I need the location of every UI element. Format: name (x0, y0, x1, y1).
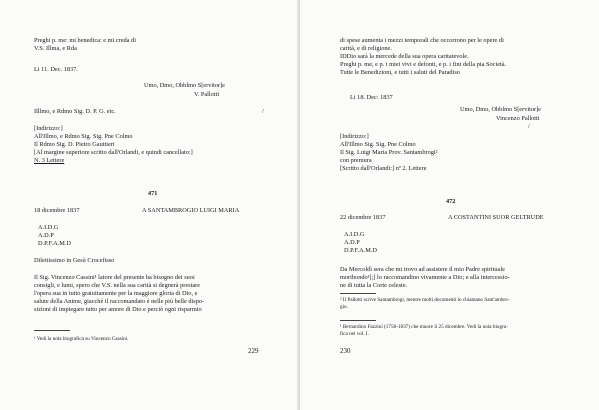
letter-date-heading: 22 dicembre 1837 (340, 214, 386, 221)
footnote: gio. (340, 304, 348, 310)
signature-title: Umo, Dmo, Obblmo S[ervitor]e (460, 106, 541, 113)
left-page (0, 0, 299, 410)
closing-line: Tutte le Benedizioni, e tutti i saluti del Paradiso (340, 69, 460, 76)
body-line: ne di tutta la Corte celeste. (340, 282, 408, 289)
invocation-line: D.P.F.A.M.D (38, 240, 71, 247)
signature-title: Umo, Dmo, Obblmo S[ervitor]e (144, 82, 225, 89)
body-line: moribondo¹[;] lo raccomandino vivamente a Dio; e alla intercessio- (340, 274, 510, 281)
invocation-line: A.I.D.G (344, 231, 365, 238)
letter-number: 472 (446, 198, 456, 205)
body-line: salute della Anime, giacchè il raccomandato è nelle più belle dispo- (34, 298, 205, 305)
closing-line: carità, e di religione. (340, 45, 392, 52)
slash-mark: / (528, 123, 530, 130)
invocation-line: A.D.P (344, 239, 360, 246)
address-line: N. 3 Lettere (34, 157, 65, 164)
footnote-rule (340, 320, 376, 321)
address-line: All'Illmo Sig. Sig. Pne Colmo (340, 141, 416, 148)
address-line: [Scritto dall'Orlandi:] nº 2. Lettere (340, 165, 427, 172)
footnote: fica nel vol. I. (340, 331, 369, 337)
body-line: consigli, e lumi, spero che V.S. nella sua carità si degnerà prestare (34, 282, 201, 289)
letter-date: Li 11. Dec. 1837. (34, 66, 78, 73)
invocation-line: A.D.P (38, 232, 54, 239)
page-number: 229 (248, 347, 259, 355)
closing-line: Preghi p. me, e p. i miei vivi e defonti, e p. i fini della pia Società. (340, 61, 507, 68)
footnote-rule (340, 293, 376, 294)
address-line: Il Rdmo Sig. D. Pietro Gauttieri (34, 141, 115, 148)
invocation-line: A.I.D.G (38, 224, 59, 231)
body-line: Da Mercoldì sera che mi trovo ad assistere il mio Padre spirituale (340, 266, 505, 273)
letter-recipient: A SANTAMBROGIO LUIGI MARIA (142, 207, 240, 214)
letter-date-heading: 18 dicembre 1837 (34, 207, 80, 214)
footnote: ¹ Vedi la nota biografica su Vincenzo Cassini. (34, 336, 129, 342)
signature-name: V. Pallotti (194, 91, 220, 98)
footnote: ² Il Pallotti scrive Santambrogi, mentre molti documenti lo chiamano Sant'ambro- (340, 297, 510, 303)
address-line: [Al margine superiore scritto dall'Orlandi, e quindi cancellato:] (34, 149, 193, 156)
footnote: ¹ Bernardino Fazzini (1758-1837) che muore il 25 dicembre. Vedi la nota biogra- (340, 324, 508, 330)
address-line: Il Sig. Luigi Maria Prov. Santambrogi² (340, 149, 438, 156)
right-page (300, 0, 599, 410)
body-line: l'opera sua in tutto gratuitamente per la maggiore gloria di Dio, e (34, 290, 198, 297)
letter-date: Li 18. Dec: 1837 (350, 94, 393, 101)
invocation-line: D.P.F.A.M.D (344, 247, 377, 254)
closing-line: V.S. Illma, e Rda (34, 45, 77, 52)
letter-recipient: A COSTANTINI SUOR GELTRUDE (448, 214, 544, 221)
closing-line: Preghi p. me: mi benedica: e mi creda di (34, 37, 136, 44)
address-line: [Indirizzo:] (34, 125, 63, 132)
salutation: Dilettissimo in Gesù Crocefisso (34, 257, 115, 264)
body-line: sizioni di impiegare tutto per amore di Dio e perciò ogni risparmio (34, 306, 202, 313)
addressee-line: Illlmo, e Rdmo Sig. D. P. G. etc. (34, 108, 116, 115)
signature-name: Vincenzo Pallotti (496, 115, 540, 122)
closing-line: di spese aumenta i mezzi temporali che occorrono per le opere di (340, 37, 504, 44)
letter-number: 471 (148, 190, 158, 197)
closing-line: IDDio sarà la mercede della sua opera caritatevole. (340, 53, 469, 60)
address-line: con premura (340, 157, 372, 164)
footnote-rule (34, 330, 70, 331)
address-line: All'Illmo, e Rdmo Sig. Sig. Pne Colmo (34, 133, 133, 140)
address-line: [Indirizzo:] (340, 133, 369, 140)
body-line: Il Sig. Vincenzo Cassini¹ latore del presente ha bisogno dei suoi (34, 274, 195, 281)
slash-mark: / (262, 108, 264, 115)
page-number: 230 (340, 347, 351, 355)
